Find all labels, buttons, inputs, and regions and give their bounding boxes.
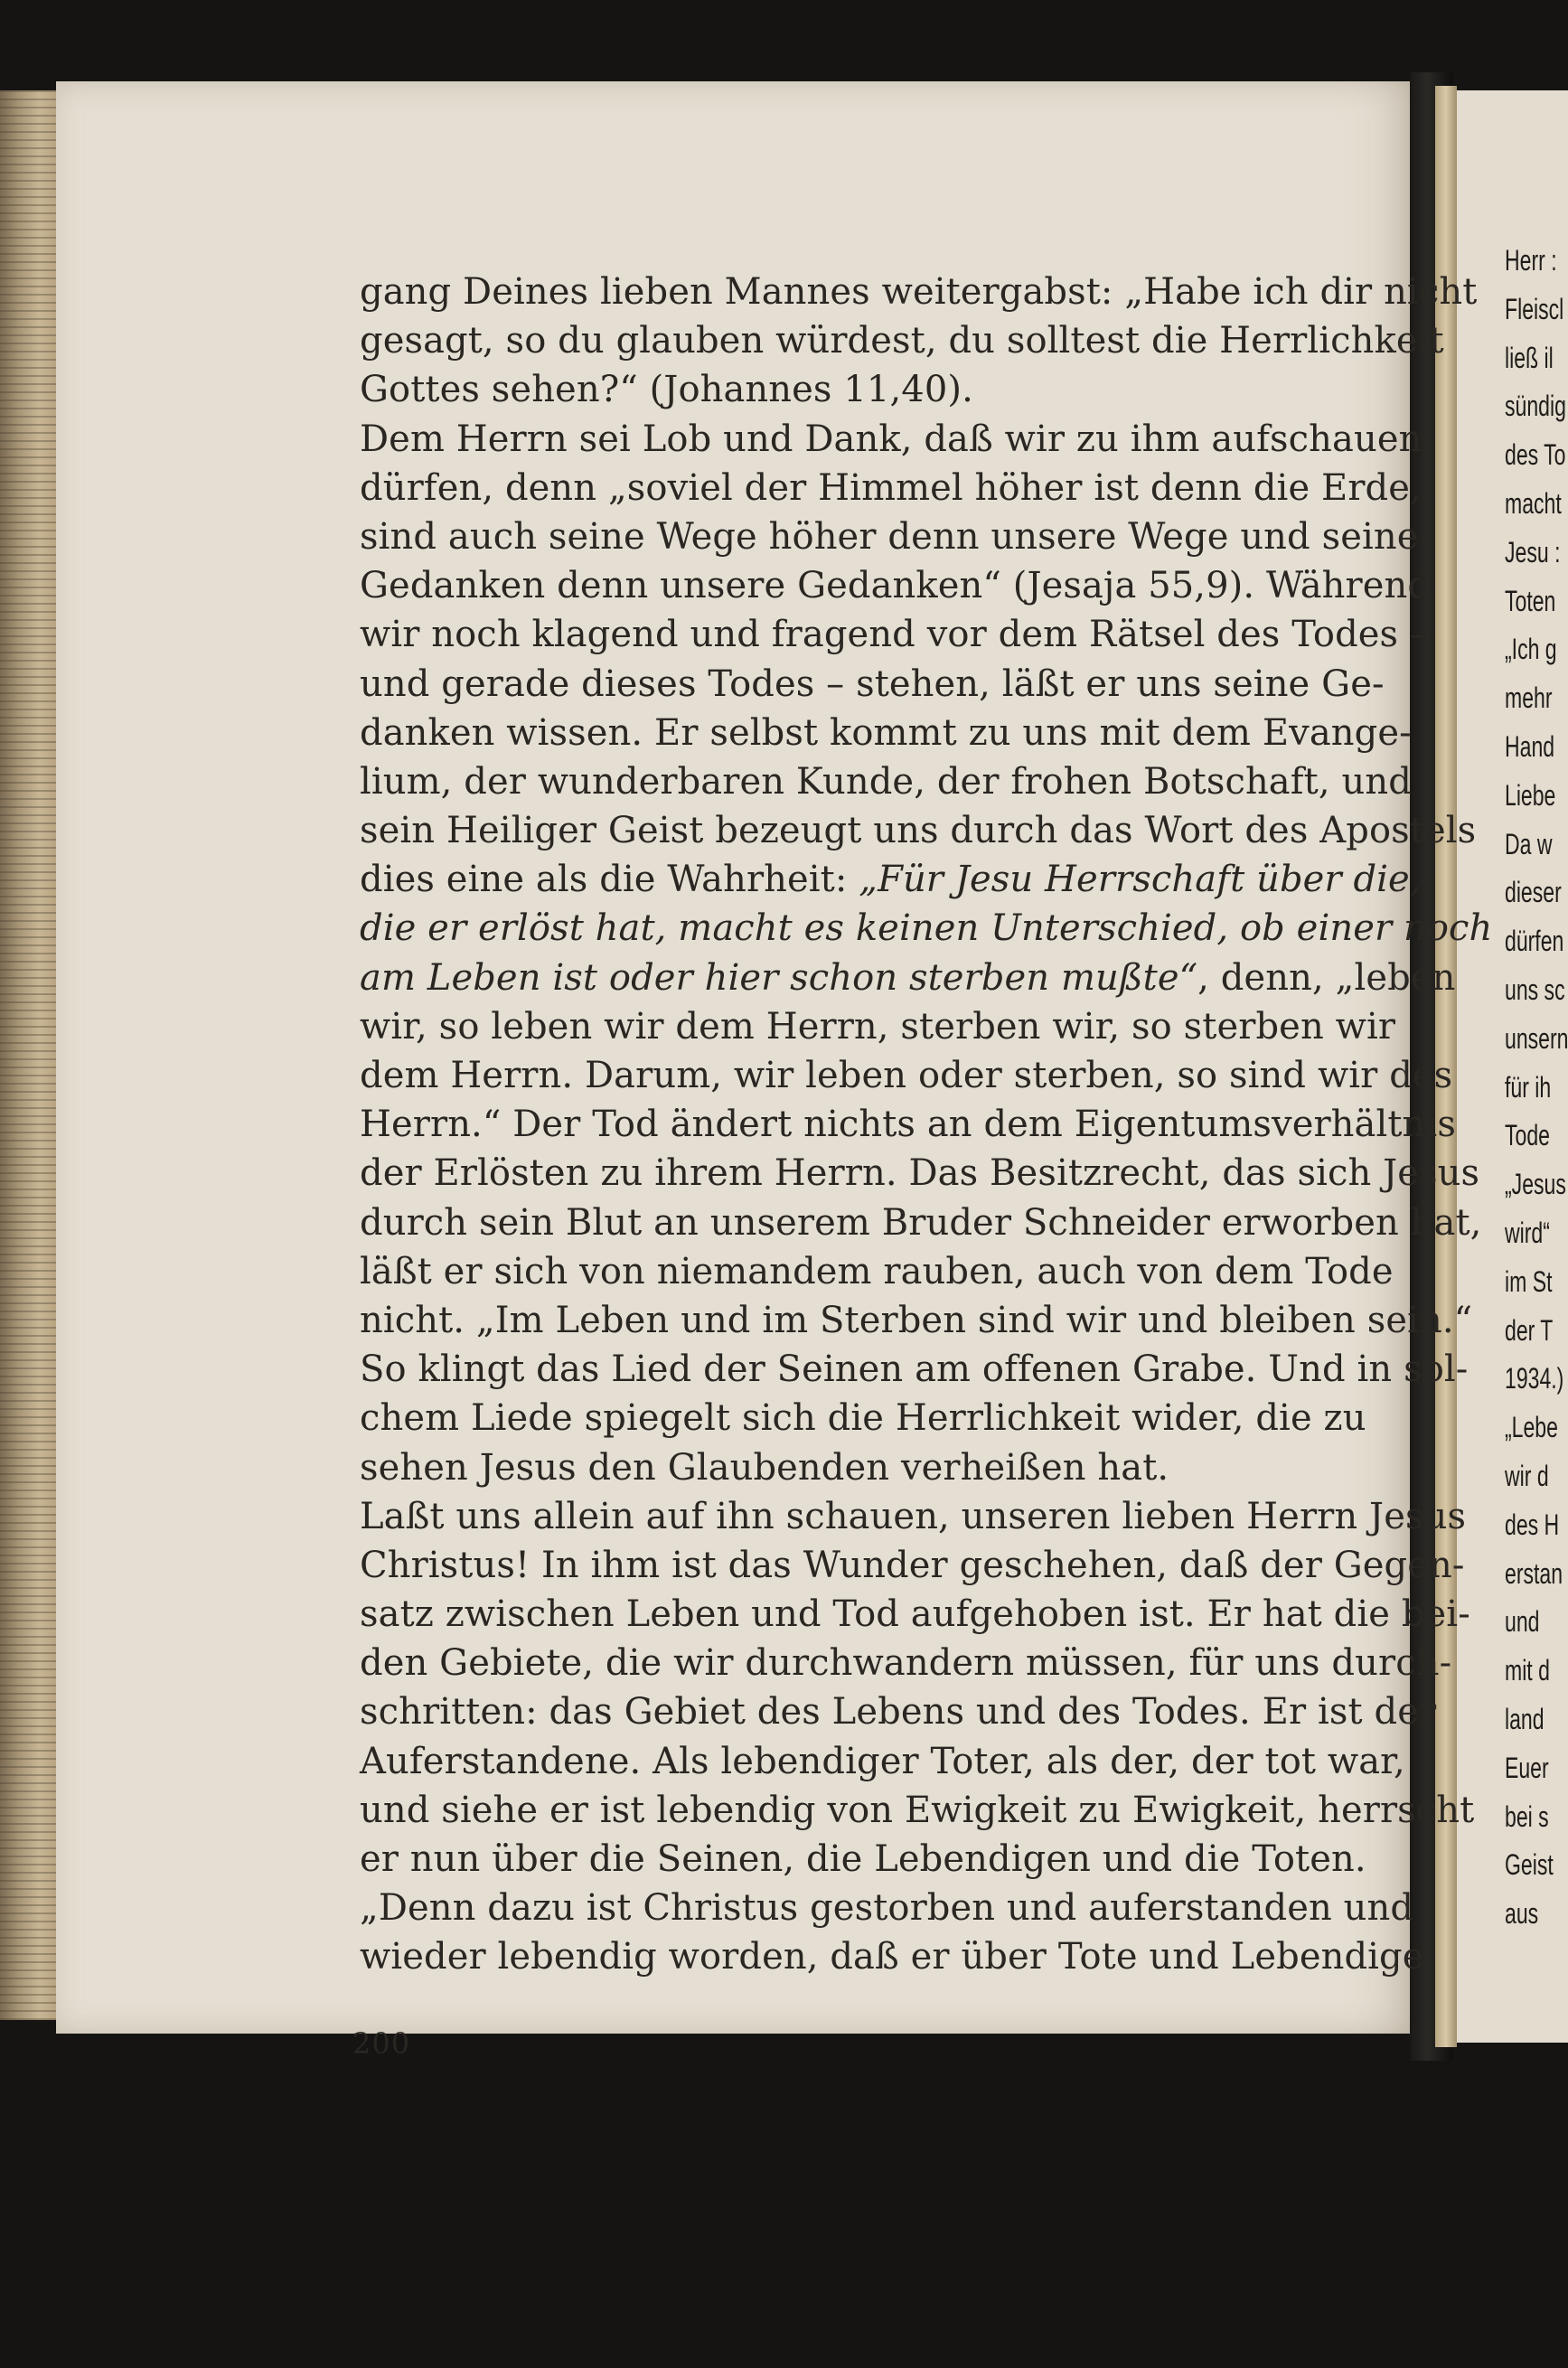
right-page [1457,90,1568,2043]
right-page-line: und [1505,1605,1540,1639]
text-line [360,855,1422,904]
right-page-line: „Lebe [1505,1411,1558,1444]
text-segment: gesagt, so du glauben würdest, du solltest die Herrlichkeit [360,320,1444,362]
right-page-line: „Ich g [1505,633,1557,666]
right-page-line: für ih [1505,1070,1552,1104]
text-line [360,1394,1366,1442]
text-line [360,268,1478,316]
text-segment: den Gebiete, die wir durchwandern müssen, für uns durch- [360,1642,1452,1685]
text-line [360,1639,1452,1687]
text-line [360,415,1422,464]
right-page-line: des To [1505,438,1566,472]
right-page-line: wir d [1505,1460,1549,1492]
text-line [360,709,1412,757]
text-segment: gang Deines lieben Mannes weitergabst: „Habe ich dir nicht [360,271,1478,313]
text-segment: und gerade dieses Todes – stehen, läßt er uns seine Ge- [360,662,1385,705]
right-page-line: der T [1505,1313,1554,1347]
text-line [360,904,1493,953]
right-page-line: bei s [1505,1799,1549,1833]
text-line [360,561,1432,610]
right-page-line: wird“ [1505,1217,1550,1249]
text-line [360,512,1419,561]
right-page-line: Da w [1505,827,1553,860]
text-segment: So klingt das Lied der Seinen am offenen Grabe. Und in sol- [360,1348,1469,1391]
text-segment: sein Heiliger Geist bezeugt uns durch das Wort des Apostels [360,810,1477,852]
text-segment: schritten: das Gebiet des Lebens und des Todes. Er ist der [360,1691,1437,1734]
text-line [360,1296,1473,1345]
text-segment: wieder lebendig worden, daß er über Tote und Lebendige [360,1936,1424,1978]
text-segment: läßt er sich von niemandem rauben, auch von dem Tode [360,1250,1394,1292]
right-page-line: mehr [1505,681,1553,715]
text-line [360,1687,1437,1736]
text-line [360,1786,1475,1835]
text-segment: lium, der wunderbaren Kunde, der frohen Botschaft, und [360,760,1412,803]
text-segment: dem Herrn. Darum, wir leben oder sterben, so sind wir des [360,1055,1453,1096]
text-line [360,1590,1470,1639]
right-page-line: Tode [1505,1119,1550,1152]
text-segment: Gedanken denn unsere Gedanken“ (Jesaja 55,9). Während [360,565,1432,607]
text-line [360,1835,1366,1884]
text-segment: durch sein Blut an unserem Bruder Schneider erworben hat, [360,1201,1482,1244]
right-page-line: Herr : [1505,244,1557,277]
text-segment: sehen Jesus den Glaubenden verheißen hat. [360,1446,1169,1489]
text-line [360,1541,1465,1590]
text-segment: nicht. „Im Leben und im Sterben sind wir und bleiben sein.“ [360,1299,1473,1341]
text-segment: dies eine als die Wahrheit: [360,859,859,901]
right-page-line: Fleiscl [1505,292,1564,325]
italic-text-segment: „Für Jesu Herrschaft über die, [859,859,1422,901]
right-page-line: uns sc [1505,973,1565,1006]
text-line [360,1884,1414,1932]
text-segment: der Erlösten zu ihrem Herrn. Das Besitzrecht, das sich Jesus [360,1152,1480,1195]
text-line [360,1737,1405,1786]
right-page-line: macht [1505,487,1562,520]
text-line [360,1345,1469,1394]
right-page-line: mit d [1505,1654,1550,1687]
text-segment: wir noch klagend und fragend vor dem Rätsel des Todes – [360,614,1429,656]
text-line [360,1100,1456,1149]
text-line [360,610,1429,659]
text-segment: dürfen, denn „soviel der Himmel höher ist denn die Erde, [360,466,1422,509]
text-segment: Auferstandene. Als lebendiger Toter, als der, der tot war, [360,1740,1405,1782]
right-page-line: dürfen [1505,925,1564,958]
text-line [360,1932,1424,1981]
text-line [360,464,1422,512]
right-page-line: Euer [1505,1751,1549,1784]
text-line [360,316,1444,365]
right-page-line: im St [1505,1264,1553,1298]
page-number: 200 [352,2026,411,2061]
text-segment: und siehe er ist lebendig von Ewigkeit zu Ewigkeit, herrscht [360,1789,1475,1831]
italic-text-segment: am Leben ist oder hier schon sterben mußte“ [360,956,1198,999]
right-page-line: land [1505,1703,1545,1735]
text-line [360,1002,1396,1051]
text-line [360,1247,1394,1296]
right-page-line: erstan [1505,1556,1563,1590]
right-page-line: Geist [1505,1848,1554,1882]
text-line [360,1149,1480,1198]
text-line [360,1443,1345,1492]
right-page-line: sündig [1505,390,1566,423]
text-segment: , denn, „leben [1197,956,1456,999]
right-page-line: Jesu : [1505,535,1561,569]
text-segment: sind auch seine Wege höher denn unsere Wege und seine [360,515,1419,558]
italic-text-segment: die er erlöst hat, macht es keinen Unterschied, ob einer noch [360,907,1493,950]
book-page-edges [0,90,56,2020]
text-line [360,1051,1453,1100]
right-page-line: aus [1505,1897,1539,1931]
text-segment: Christus! In ihm ist das Wunder geschehen, daß der Gegen- [360,1544,1465,1586]
right-page-line: „Jesus [1505,1168,1566,1201]
right-page-line: 1934.) [1505,1362,1564,1395]
page-body-text [360,268,1493,1982]
text-line [360,757,1412,806]
text-line [360,954,1456,1002]
text-segment: Gottes sehen?“ (Johannes 11,40). [360,369,973,411]
right-page-line: Liebe [1505,778,1556,812]
text-segment: Dem Herrn sei Lob und Dank, daß wir zu ihm aufschauen [360,418,1422,460]
right-page-line: Hand [1505,730,1555,763]
text-line [360,1198,1482,1247]
right-page-line: dieser [1505,876,1562,909]
text-segment: er nun über die Seinen, die Lebendigen und die Toten. [360,1838,1366,1880]
text-segment: chem Liede spiegelt sich die Herrlichkeit wider, die zu [360,1397,1366,1440]
text-segment: „Denn dazu ist Christus gestorben und auferstanden und [360,1887,1414,1930]
right-page-line: des H [1505,1508,1560,1541]
text-segment: satz zwischen Leben und Tod aufgehoben ist. Er hat die bei- [360,1593,1470,1636]
text-segment: Herrn.“ Der Tod ändert nichts an dem Eigentumsverhältnis [360,1104,1456,1146]
right-page-line: unsern [1505,1021,1568,1055]
text-line [360,660,1385,709]
text-line [360,1492,1467,1541]
text-line [360,806,1477,855]
text-segment: danken wissen. Er selbst kommt zu uns mit dem Evange- [360,711,1412,754]
text-segment: wir, so leben wir dem Herrn, sterben wir, so sterben wir [360,1005,1396,1048]
text-line [360,365,1345,414]
text-segment: Laßt uns allein auf ihn schauen, unseren lieben Herrn Jesus [360,1495,1467,1537]
right-page-line: ließ il [1505,341,1554,374]
right-page-line: Toten [1505,584,1556,617]
